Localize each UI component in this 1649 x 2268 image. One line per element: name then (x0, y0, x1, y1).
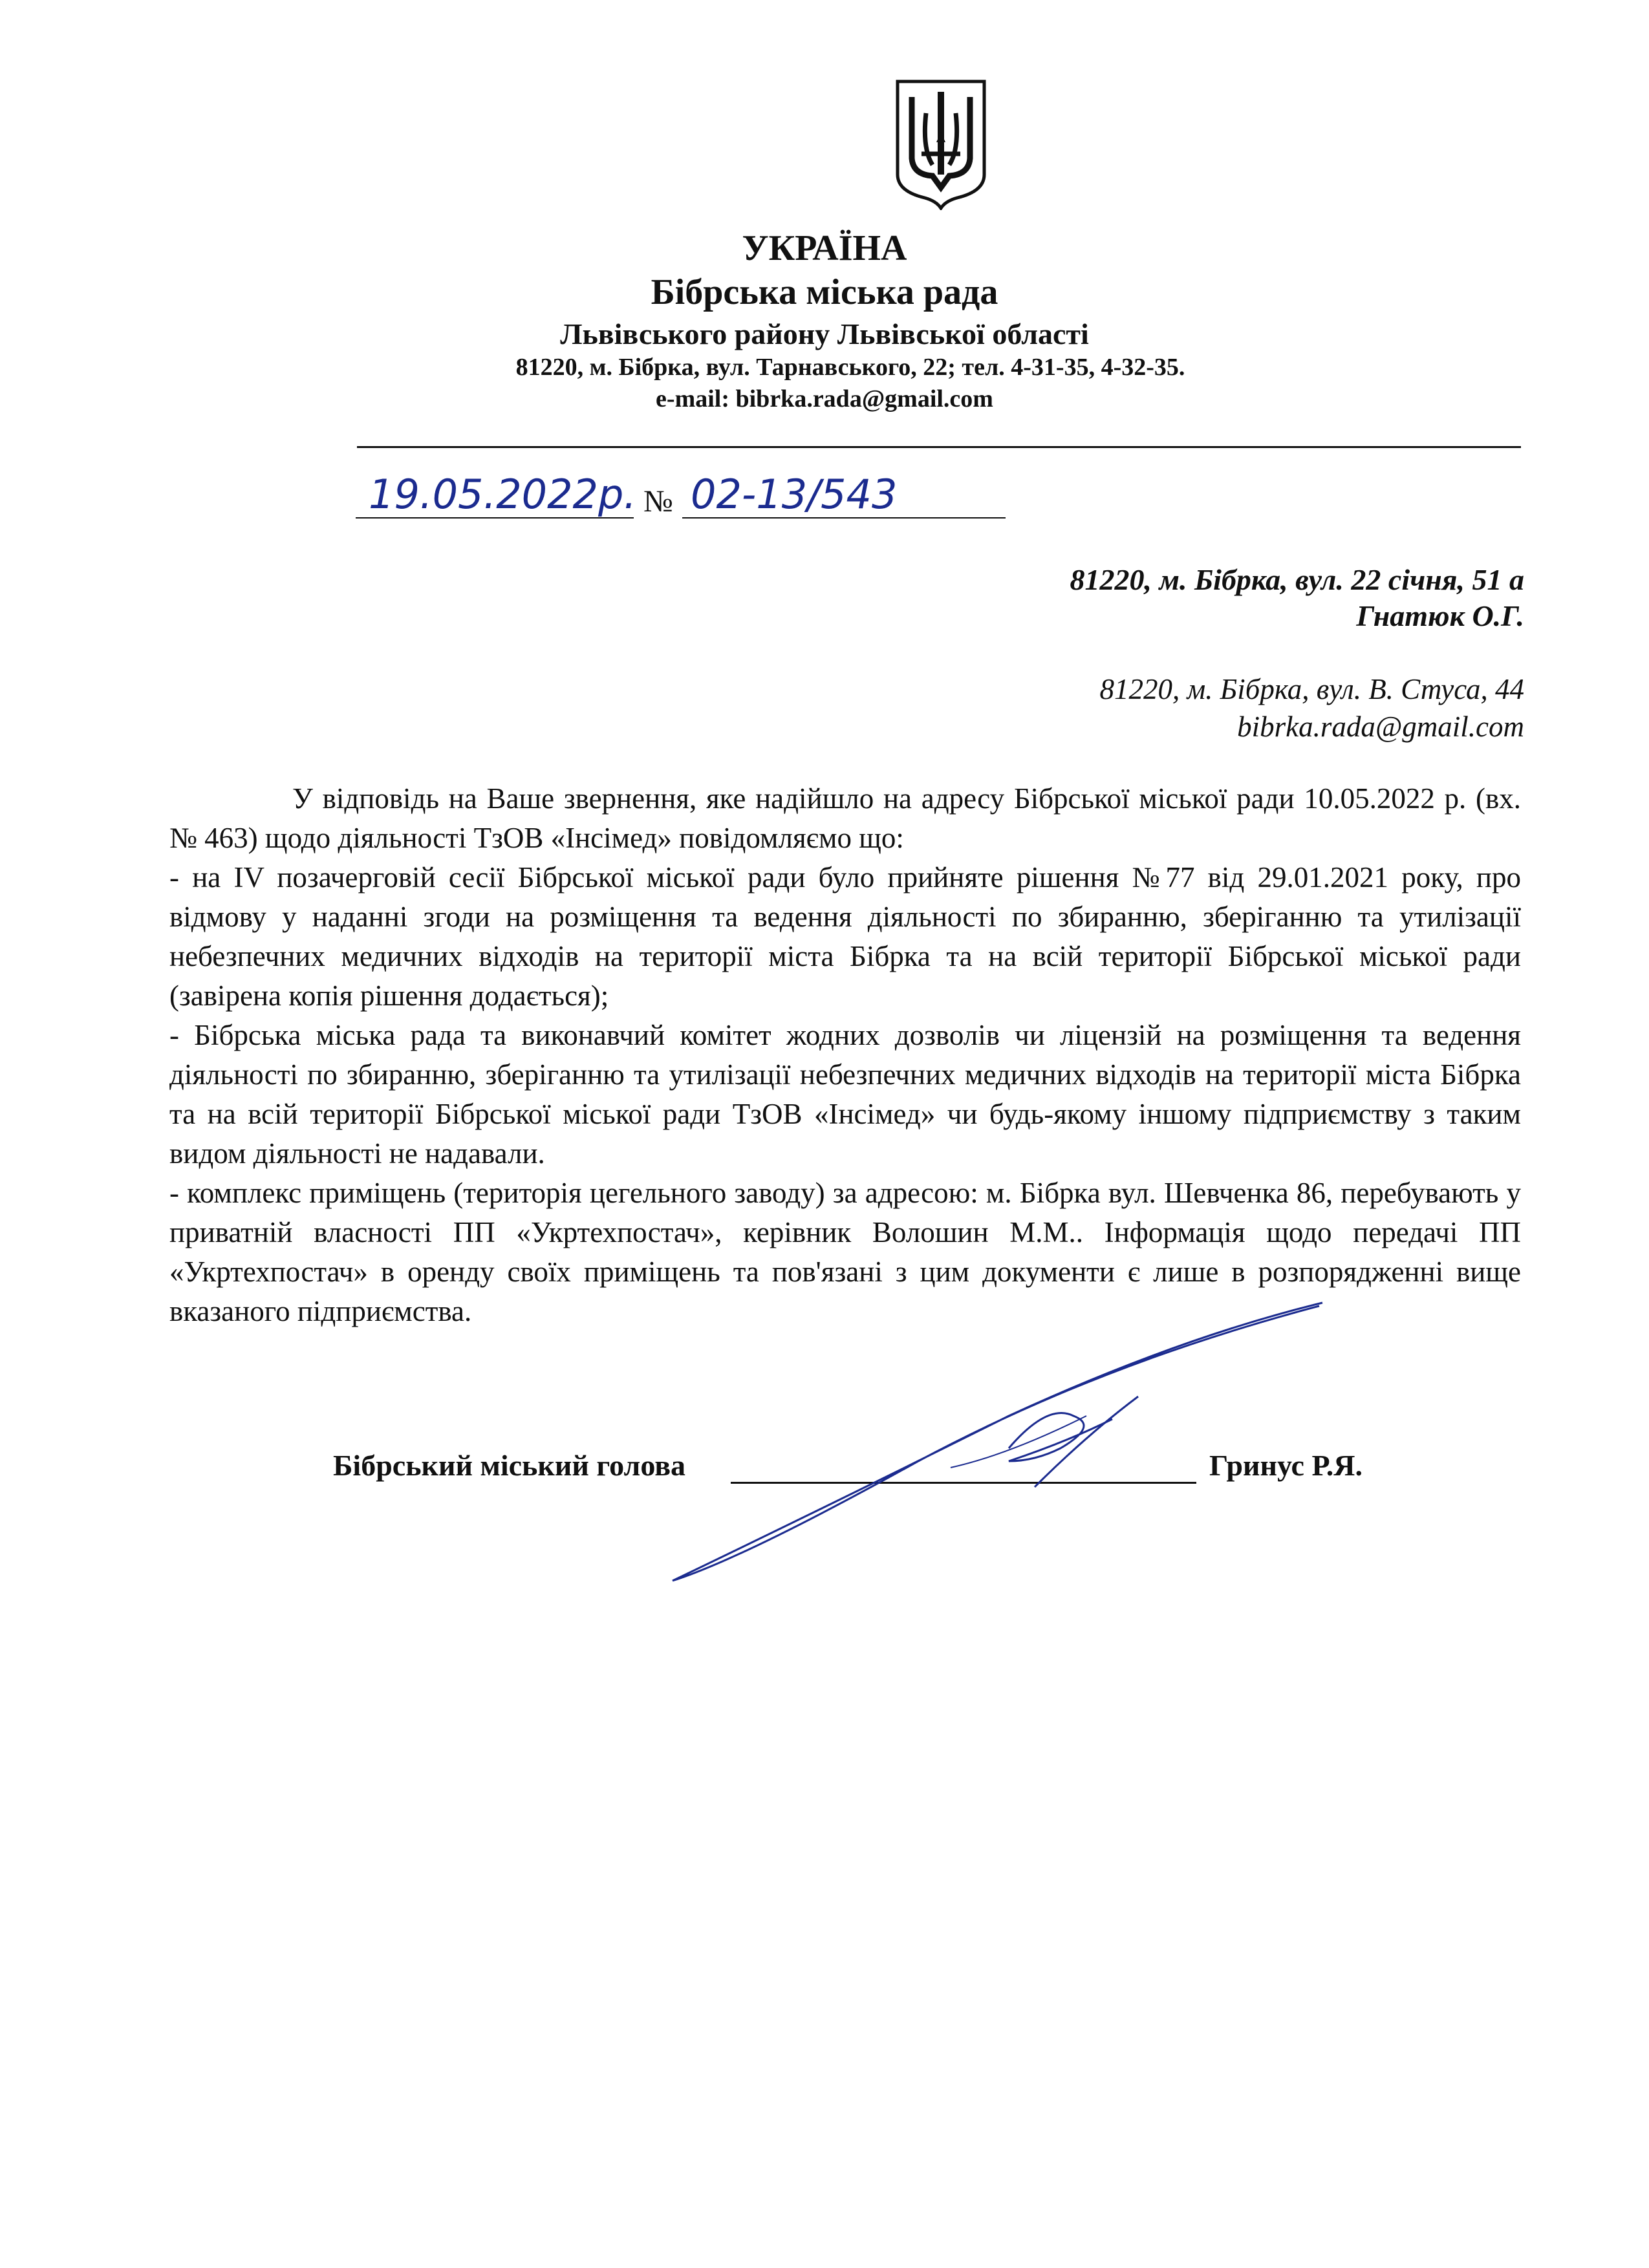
council-district: Львівського району Львівської області (560, 317, 1089, 350)
letter-body (169, 779, 1521, 1331)
handwritten-signature (647, 1287, 1345, 1590)
header-divider (357, 446, 1521, 448)
council-email: e-mail: bibrka.rada@gmail.com (656, 385, 993, 412)
date-underline (356, 517, 634, 519)
body-paragraph-premises: - комплекс приміщень (територія цегельного заводу) за адресою: м. Бібрка вул. Шевченка 86, перебувають у приватній власності ПП «Укртехпостач», керівник Волошин М.М.. Інформація щодо передачі ПП «Укртехпостач» в оренду своїх приміщень та пов'язані з цим документи є лише в розпорядженні вище вказаного підприємства. (169, 1177, 1521, 1327)
signatory-title: Бібрський міський голова (333, 1449, 686, 1482)
coat-of-arms-emblem (892, 78, 989, 210)
council-address: 81220, м. Бібрка, вул. Тарнавського, 22; тел. 4-31-35, 4-32-35. (515, 354, 1185, 381)
body-paragraph-intro: У відповідь на Ваше звернення, яке надійшло на адресу Бібрської міської ради 10.05.2022 р. (вх. № 463) щодо діяльності ТзОВ «Інсімед» повідомляємо що: (169, 782, 1521, 854)
recipient-address: 81220, м. Бібрка, вул. 22 січня, 51 а (1070, 563, 1524, 596)
body-paragraph-decision: - на IV позачерговій сесії Бібрської міської ради було прийняте рішення №77 від 29.01.2021 року, про відмову у наданні згоди на розміщення та ведення діяльності по збиранню, зберіганню та утилізації небезпечних медичних відходів на території міста Бібрка та на всій території Бібрської міської ради (завірена копія рішення додається); (169, 861, 1521, 1012)
body-paragraph-permits: - Бібрська міська рада та виконавчий комітет жодних дозволів чи ліцензій на розміщення та ведення діяльності по збиранню, зберіганню та утилізації небезпечних медичних відходів на території міста Бібрка та на всій території Бібрської міської ради ТзОВ «Інсімед» чи будь-якому іншому підприємству з таким видом діяльності не надавали. (169, 1019, 1521, 1170)
council-name: Бібрська міська рада (651, 272, 998, 312)
signatory-name: Гринус Р.Я. (1209, 1449, 1363, 1482)
number-underline (682, 517, 1006, 519)
number-label: № (643, 484, 673, 519)
country-heading: УКРАЇНА (742, 228, 907, 268)
recipient-name: Гнатюк О.Г. (1356, 599, 1524, 632)
document-number: 02-13/543 (691, 471, 898, 518)
recipient-contact-address: 81220, м. Бібрка, вул. В. Стуса, 44 (1099, 673, 1524, 705)
document-date: 19.05.2022р. (369, 471, 637, 518)
recipient-contact-email: bibrka.rada@gmail.com (1237, 711, 1524, 743)
